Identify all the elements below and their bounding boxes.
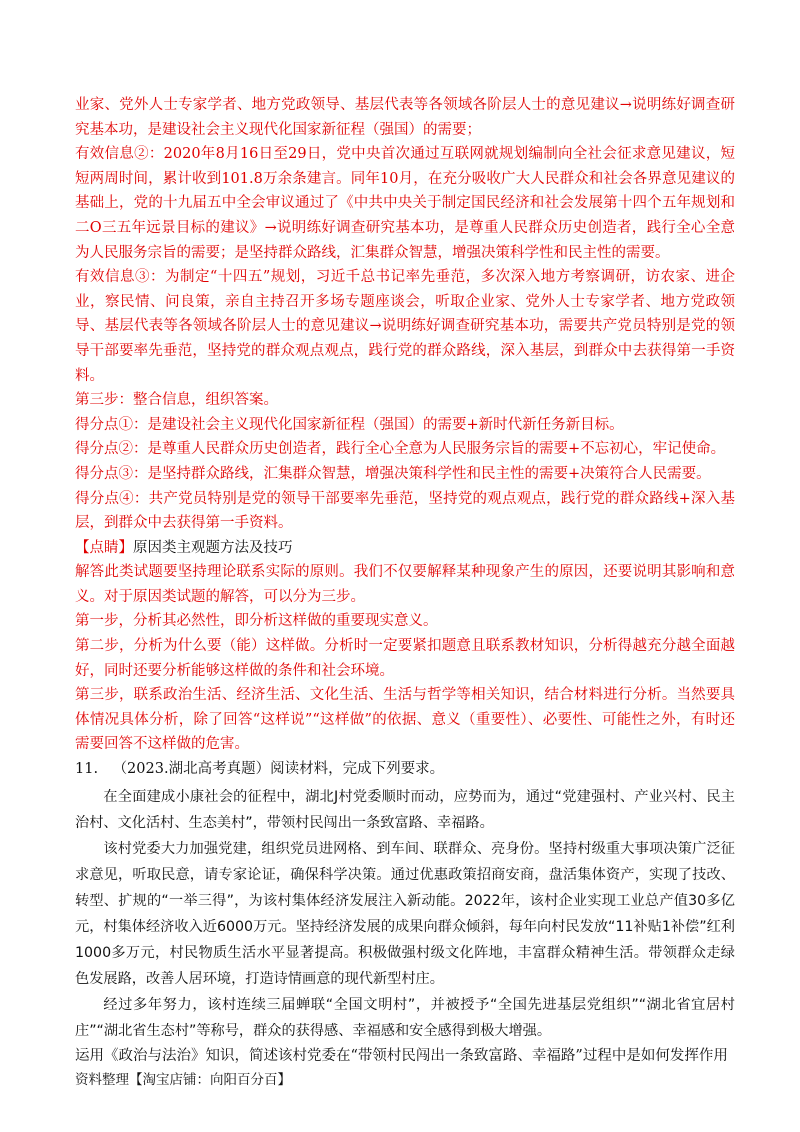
dianjing-title: 原因类主观题方法及技巧 [133, 539, 293, 556]
material-paragraph-3: 经过多年努力，该村连续三届蝉联“全国文明村”，并被授予“全国先进基层党组织”“湖北省宜居村庄”“湖北省生态村”等称号，群众的获得感、幸福感和安全感得到极大增强。 [75, 996, 735, 1039]
paragraph-score-point-3: 得分点③：是坚持群众路线，汇集群众智慧，增强决策科学性和民主性的需要+决策符合人民需要。 [75, 465, 711, 482]
paragraph-score-point-2: 得分点②：是尊重人民群众历史创造者，践行全心全意为人民服务宗旨的需要+不忘初心，牢记使命。 [75, 441, 726, 458]
paragraph-method-intro: 解答此类试题要坚持理论联系实际的原则。我们不仅要解释某种现象产生的原因，还要说明其影响和意义。对于原因类试题的解答，可以分为三步。 [75, 564, 735, 605]
paragraph-method-step2: 第二步，分析为什么要（能）这样做。分析时一定要紧扣题意且联系教材知识，分析得越充分越全面越好，同时还要分析能够这样做的条件和社会环境。 [75, 638, 735, 679]
paragraph-info1-end: 业家、党外人士专家学者、地方党政领导、基层代表等各领域各阶层人士的意见建议→说明练好调查研究基本功，是建设社会主义现代化国家新征程（强国）的需要； [75, 97, 735, 138]
question-material [75, 784, 735, 1044]
material-paragraph-1: 在全面建成小康社会的征程中，湖北J村党委顺时而动，应势而为，通过“党建强村、产业兴村、民主治村、文化活村、生态美村”，带领村民闯出一条致富路、幸福路。 [75, 788, 735, 831]
page-footer: 资料整理【淘宝店铺：向阳百分百】 [75, 1072, 291, 1088]
question-number: 11. [75, 761, 99, 778]
question-stem [75, 757, 735, 782]
question-requirement: 运用《政治与法治》知识，简述该村党委在“带领村民闯出一条致富路、幸福路”过程中是如何发挥作用 [75, 1047, 728, 1064]
paragraph-score-point-1: 得分点①：是建设社会主义现代化国家新征程（强国）的需要+新时代新任务新目标。 [75, 416, 624, 433]
paragraph-step3: 第三步：整合信息，组织答案。 [75, 392, 278, 409]
paragraph-score-point-4: 得分点④：共产党员特别是党的领导干部要率先垂范，坚持党的观点观点，践行党的群众路线+深入基层，到群众中去获得第一手资料。 [75, 490, 735, 532]
material-paragraph-2: 该村党委大力加强党建，组织党员进网格、到车间、联群众、亮身份。坚持村级重大事项决策广泛征求意见，听取民意，请专家论证，确保科学决策。通过优惠政策招商安商，盘活集体资产，实现了技改、转型、扩规的“一举三得”，为该村集体经济发展注入新动能。2022年，该村企业实现工业总产值30多亿元，村集体经济收入近6000万元。坚持经济发展的成果向群众倾斜，每年向村民发放“11补贴1补偿”红利1000多万元，村民物质生活水平显著提高。积极做强村级文化阵地，丰富群众精神生活。带领群众走绿色发展路，改善人居环境，打造诗情画意的现代新型村庄。 [75, 840, 735, 987]
paragraph-method-step1: 第一步，分析其必然性，即分析这样做的重要现实意义。 [75, 613, 438, 630]
paragraph-info2: 有效信息②：2020年8月16日至29日，党中央首次通过互联网就规划编制向全社会征求意见建议，短短两周时间，累计收到101.8万余条建言。同年10月，在充分吸收广大人民群众和社会各界意见建议的基础上，党的十九届五中全会审议通过了《中共中央关于制定国民经济和社会发展第十四个五年规划和二O三五年远景目标的建议》→说明练好调查研究基本功，是尊重人民群众历史创造者，践行全心全意为人民服务宗旨的需要；是坚持群众路线，汇集群众智慧，增强决策科学性和民主性的需要。 [75, 146, 735, 261]
question-stem-text: （2023.湖北高考真题）阅读材料，完成下列要求。 [112, 761, 445, 778]
page-content [75, 93, 735, 1068]
paragraph-info3: 有效信息③：为制定“十四五”规划，习近千总书记率先垂范，多次深入地方考察调研，访农家、进企业，察民情、问良策，亲自主持召开多场专题座谈会，听取企业家、党外人士专家学者、地方党政领导、基层代表等各领域各阶层人士的意见建议→说明练好调查研究基本功，需要共产党员特别是党的领导干部要率先垂范，坚持党的群众观点观点，践行党的群众路线，深入基层，到群众中去获得第一手资料。 [75, 269, 735, 384]
paragraph-method-step3: 第三步，联系政治生活、经济生活、文化生活、生活与哲学等相关知识，结合材料进行分析。当然要具体情况具体分析，除了回答“这样说”“这样做”的依据、意义（重要性）、必要性、可能性之外，有时还需要回答不这样做的危害。 [75, 687, 735, 753]
dianjing-heading [75, 536, 735, 561]
dianjing-bracket: 【点睛】 [75, 539, 133, 556]
